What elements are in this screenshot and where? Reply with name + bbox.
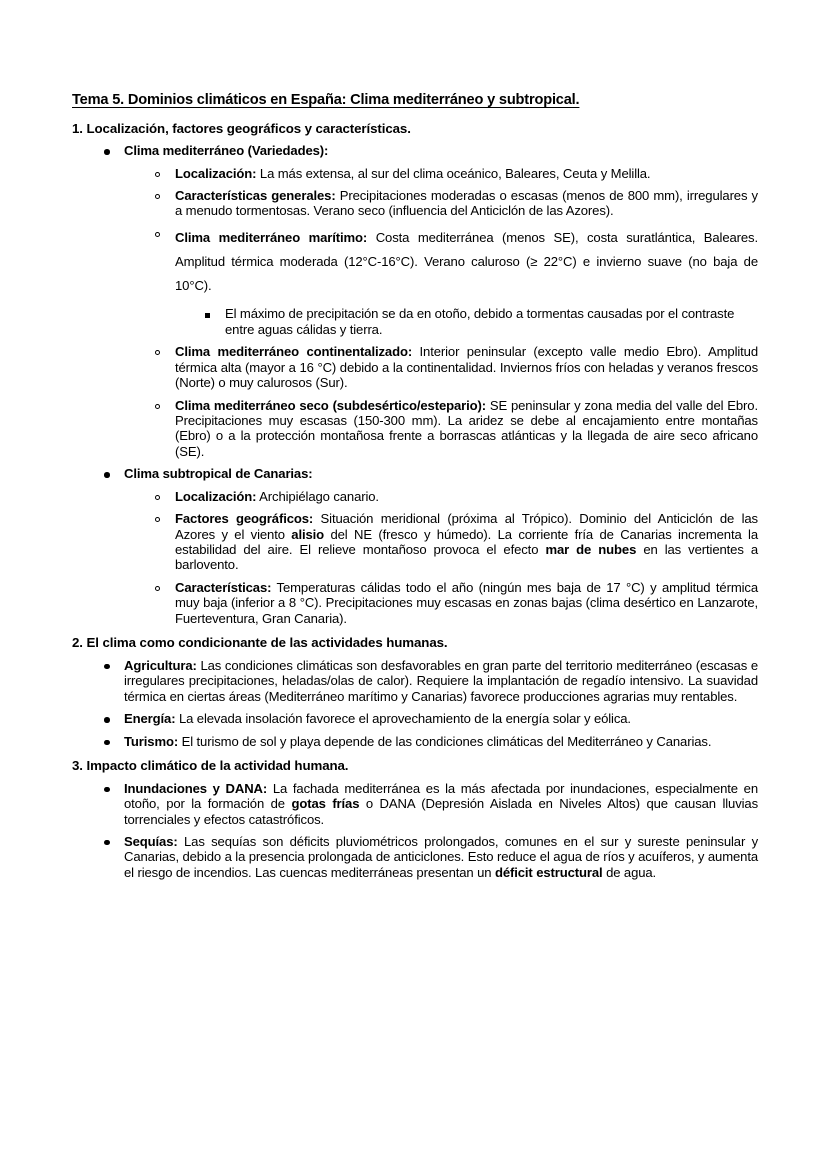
list-item-label: Clima mediterráneo seco (subdesértico/estepario): [175,397,486,413]
section-heading-3: 3. Impacto climático de la actividad humana. [72,758,349,774]
page-title: Tema 5. Dominios climáticos en España: Clima mediterráneo y subtropical. [72,92,580,108]
list-item-body: Precipitaciones moderadas o escasas (menos de 800 mm), irregulares y a menudo tormentosas. Verano seco (influencia del Anticiclón de las Azores). [175,187,758,219]
list-item-body: Costa mediterránea (menos SE), costa suratlántica, Baleares. Amplitud térmica moderada (12°C-16°C). Verano caluroso (≥ 22°C) e invierno suave (no baja de 10°C). [175,229,758,293]
list-item-body: Las sequías son déficits pluviométricos prolongados, comunes en el sur y sureste peninsular y Canarias, debido a la presencia prolongada de anticiclones. Esto reduce el agua de ríos y acuíferos, y aumenta el riesgo de incendios. Las cuencas mediterráneas presentan un déficit estructural de agua. [124,833,758,880]
list-item-body: Archipiélago canario. [256,488,379,504]
list-item [72,398,758,460]
list-item-body: Situación meridional (próxima al Trópico). Dominio del Anticiclón de las Azores y el viento alisio del NE (fresco y húmedo). La corriente fría de Canarias incrementa la estabilidad del aire. El relieve montañoso provoca el efecto mar de nubes en las vertientes a barlovento. [175,511,758,573]
list-item [72,188,758,219]
list-item-body: La más extensa, al sur del clima oceánico, Baleares, Ceuta y Melilla. [256,165,651,181]
list-item-label: Inundaciones y DANA: [124,780,268,796]
list-item-label: Localización: [175,488,257,504]
list-item-label: Factores geográficos: [175,511,314,527]
list-item [72,143,758,158]
section-heading-1: 1. Localización, factores geográficos y características. [72,120,411,136]
list-item-label: Agricultura: [124,657,197,673]
list-item-label: Clima subtropical de Canarias: [124,466,313,482]
list-item [72,344,758,390]
list-item-label: Sequías: [124,833,178,849]
list-item-label: Turismo: [124,733,179,749]
list-item-body: La elevada insolación favorece el aprovechamiento de la energía solar y eólica. [175,711,631,727]
list-item [72,489,758,504]
list-item-label: Clima mediterráneo continentalizado: [175,344,413,360]
list-item-label: Clima mediterráneo (Variedades): [124,143,329,159]
list-item [72,834,758,880]
list-item-body: Temperaturas cálidas todo el año (ningún mes baja de 17 °C) y amplitud térmica muy baja (inferior a 8 °C). Precipitaciones muy escasas en zonas bajas (clima desértico en Lanzarote, Fuerteventura, Gran Canaria). [175,579,758,626]
list-item [72,226,758,297]
list-item-body: Las condiciones climáticas son desfavorables en gran parte del territorio mediterráneo (escasas e irregulares precipitaciones, heladas/olas de calor). Requiere la implantación de regadío intensivo. La suavidad térmica en ciertas áreas (Mediterráneo marítimo y Canarias) favorece producciones agrarias muy rentables. [124,657,758,704]
list-item-body: El turismo de sol y playa depende de las condiciones climáticas del Mediterráneo y Canarias. [178,733,712,749]
list-item [72,166,758,181]
list-item-body: Interior peninsular (excepto valle medio Ebro). Amplitud térmica alta (mayor a 16 °C) debido a la continentalidad. Inviernos fríos con heladas y veranos frescos (Norte) o muy calurosos (Sur). [175,344,759,391]
list-item-body: El máximo de precipitación se da en otoño, debido a tormentas causadas por el contraste entre aguas cálidas y tierra. [225,306,735,337]
list-item-body: SE peninsular y zona media del valle del Ebro. Precipitaciones muy escasas (150-300 mm). La aridez se debe al encajamiento entre montañas (Ebro) o a la protección montañosa frente a borrascas atlánticas y la llegada de aire seco africano (SE). [175,397,758,459]
list-item-label: Características generales: [175,187,336,203]
list-item-body: La fachada mediterránea es la más afectada por inundaciones, especialmente en otoño, por la formación de gotas frías o DANA (Depresión Aislada en Niveles Altos) que causan lluvias torrenciales y efectos catastróficos. [124,780,758,827]
list-item-label: Energía: [124,711,176,727]
list-item [72,306,758,337]
list-item [72,580,758,626]
list-item [72,781,758,827]
list-item-label: Clima mediterráneo marítimo: [175,229,368,245]
list-item [72,511,758,573]
section-heading-2: 2. El clima como condicionante de las actividades humanas. [72,635,448,651]
list-item [72,711,758,726]
list-item-label: Localización: [175,165,257,181]
list-item [72,734,758,749]
list-item-label: Características: [175,579,272,595]
list-item [72,466,758,481]
list-item [72,658,758,704]
